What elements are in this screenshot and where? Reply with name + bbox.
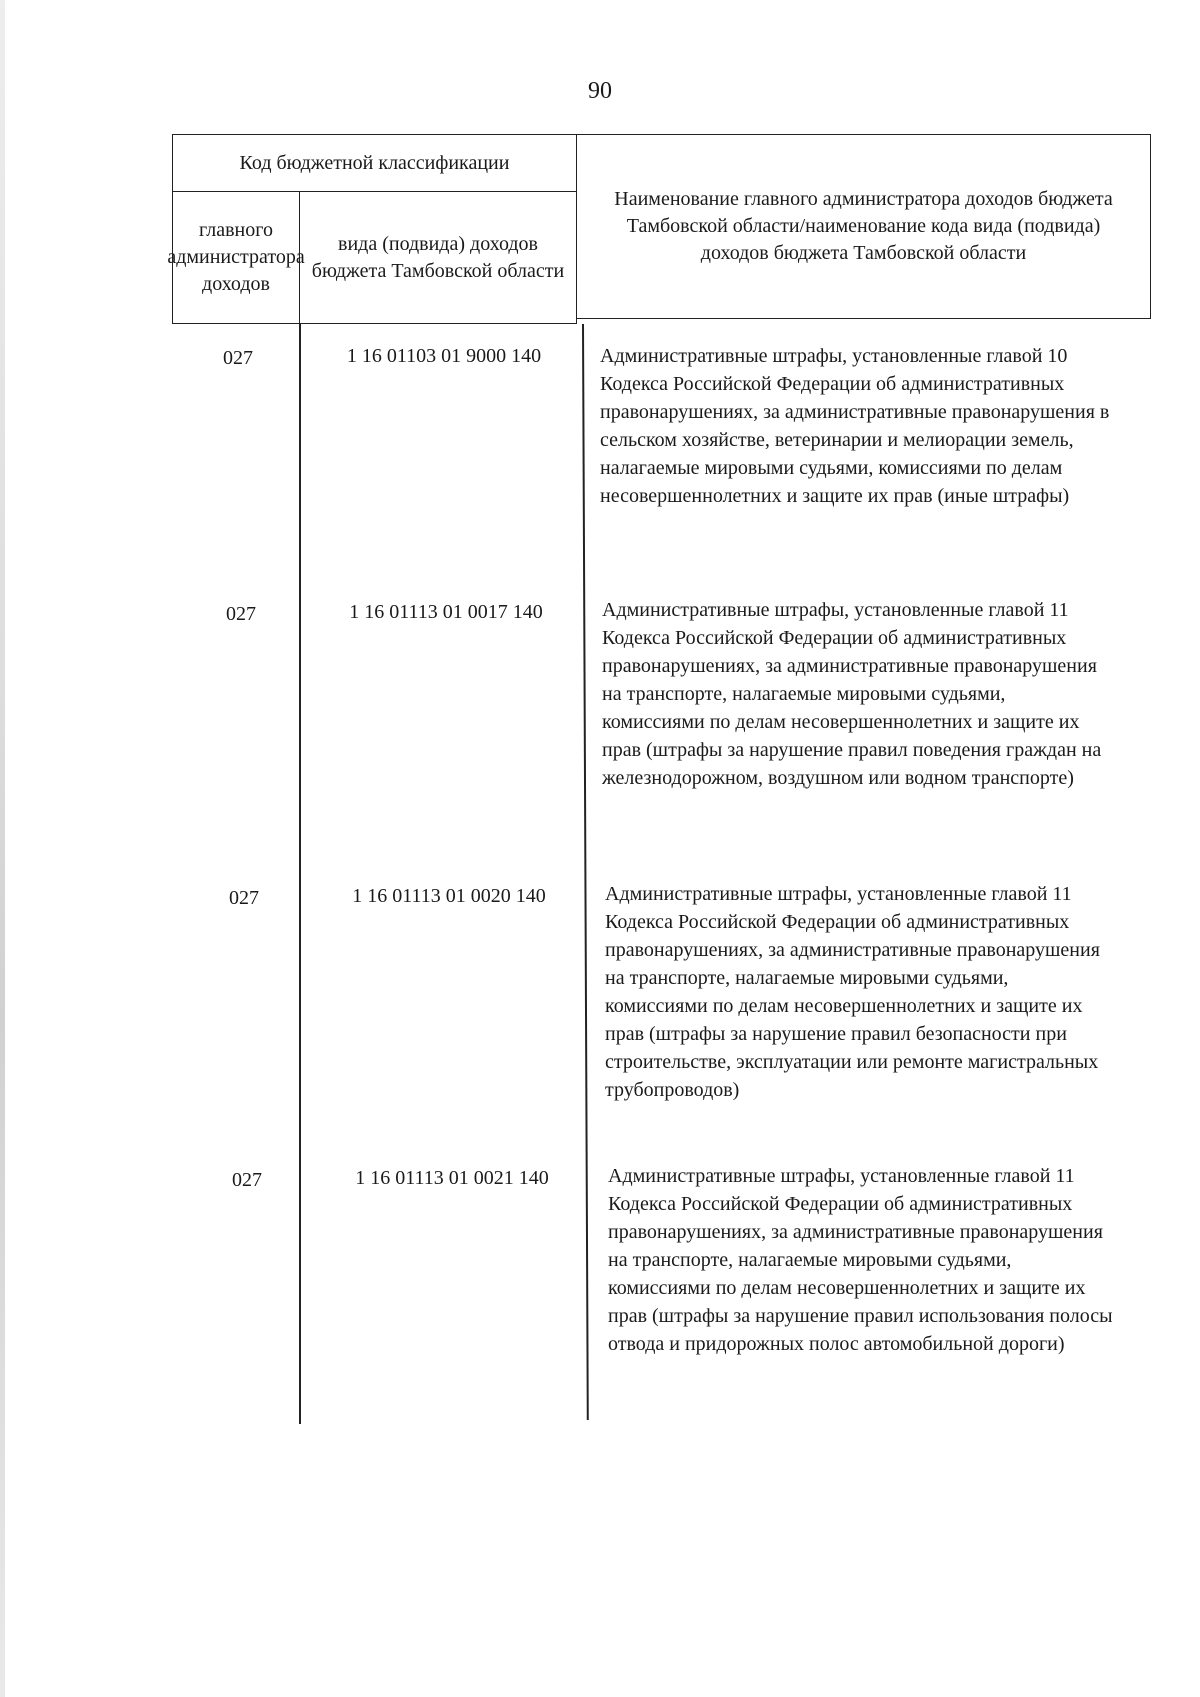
column-divider-1	[299, 324, 301, 1424]
row-kbk-code: 1 16 01103 01 9000 140	[346, 345, 542, 367]
row-admin-code: 027	[232, 1169, 262, 1191]
row-kbk-code: 1 16 01113 01 0020 140	[352, 885, 546, 907]
row-kbk-code: 1 16 01113 01 0021 140	[355, 1167, 549, 1189]
page-number: 90	[588, 78, 612, 104]
row-description: Административные штрафы, установленные главой 11 Кодекса Российской Федерации об административных правонарушениях, за административные правонарушения на транспорте, налагаемые мировыми судьями, комиссиями по делам несовершеннолетних и защите их прав (штрафы за нарушение правил безопасности при строительстве, эксплуатации или ремонте магистральных трубопроводов)	[605, 883, 1100, 1101]
scan-edge-shadow	[0, 0, 5, 1697]
row-description: Административные штрафы, установленные главой 10 Кодекса Российской Федерации об административных правонарушениях, за административные правонарушения в сельском хозяйстве, ветеринарии и мелиорации земель, налагаемые мировыми судьями, комиссиями по делам несовершеннолетних и защите их прав (иные штрафы)	[600, 345, 1110, 507]
header-col-vid: вида (подвида) доходов бюджета Тамбовской области	[299, 191, 577, 324]
header-col-name: Наименование главного администратора доходов бюджета Тамбовской области/наименование кода вида (подвида) доходов бюджета Тамбовской области	[576, 134, 1151, 319]
row-description: Административные штрафы, установленные главой 11 Кодекса Российской Федерации об административных правонарушениях, за административные правонарушения на транспорте, налагаемые мировыми судьями, комиссиями по делам несовершеннолетних и защите их прав (штрафы за нарушение правил поведения граждан на железнодорожном, воздушном или водном транспорте)	[602, 599, 1102, 789]
row-description: Административные штрафы, установленные главой 11 Кодекса Российской Федерации об административных правонарушениях, за административные правонарушения на транспорте, налагаемые мировыми судьями, комиссиями по делам несовершеннолетних и защите их прав (штрафы за нарушение правил использования полосы отвода и придорожных полос автомобильной дороги)	[608, 1165, 1113, 1355]
row-admin-code: 027	[223, 347, 253, 369]
header-col-admin: главного администратора доходов	[172, 191, 300, 324]
row-admin-code: 027	[229, 887, 259, 909]
header-kbk-group: Код бюджетной классификации	[172, 134, 577, 192]
row-admin-code: 027	[226, 603, 256, 625]
column-divider-2	[582, 324, 588, 1420]
row-kbk-code: 1 16 01113 01 0017 140	[349, 601, 543, 623]
